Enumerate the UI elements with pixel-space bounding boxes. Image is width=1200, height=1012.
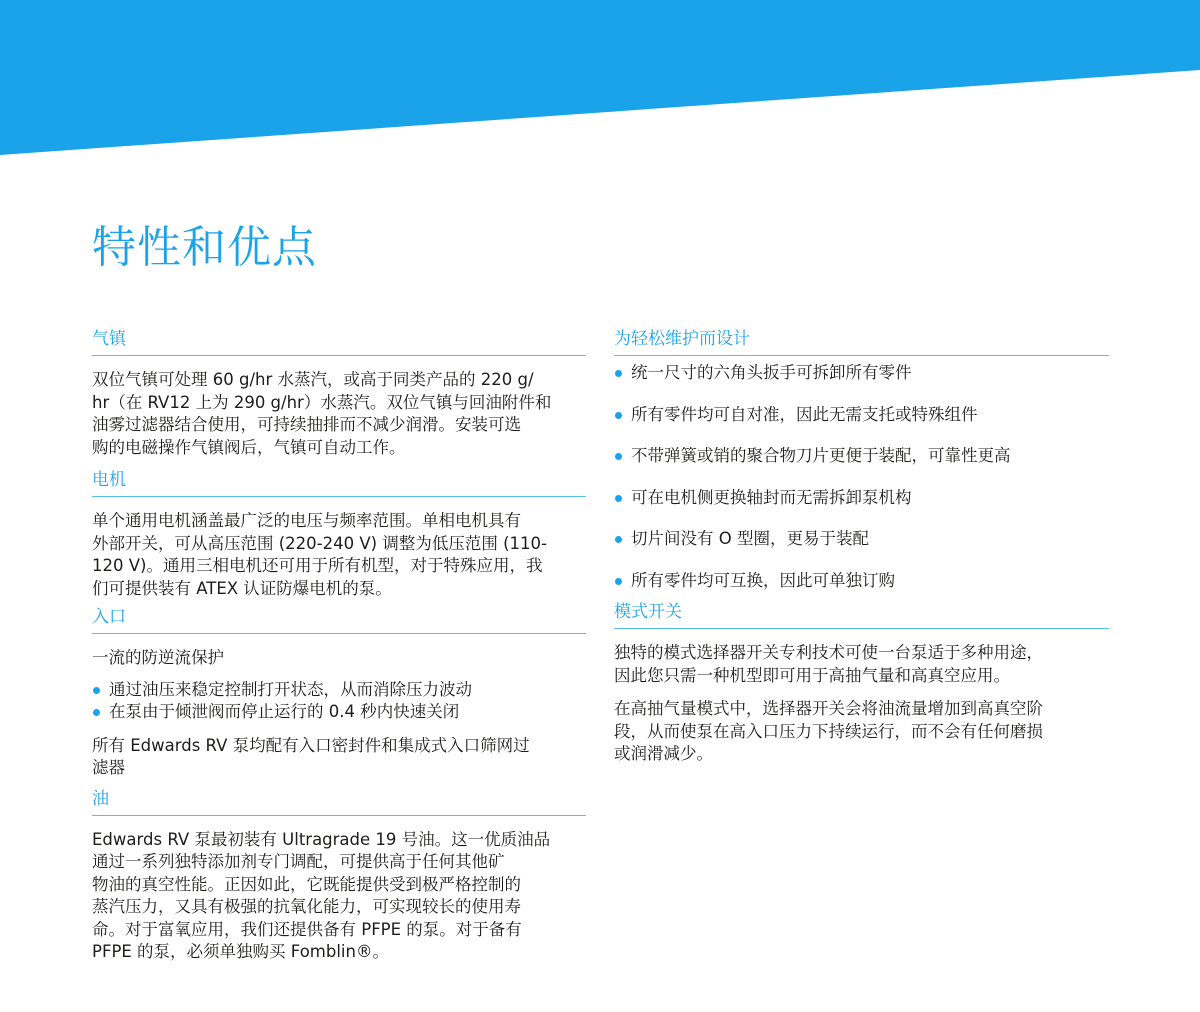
paragraph	[92, 510, 586, 600]
bullet-dot-icon	[615, 370, 622, 377]
text-line: PFPE 的泵，必须单独购买 Fomblin®。	[92, 942, 389, 961]
text-line: 或润滑减少。	[614, 744, 713, 763]
text-line: 单个通用电机涵盖最广泛的电压与频率范围。单相电机具有	[92, 511, 521, 530]
text-line: 通过一系列独特添加剂专门调配，可提供高于任何其他矿	[92, 852, 505, 871]
text-line: 物油的真空性能。正因如此，它既能提供受到极严格控制的	[92, 874, 521, 894]
section-heading: 模式开关	[614, 599, 1109, 629]
list-item: 所有零件均可自对准，因此无需支托或特殊组件	[614, 404, 1109, 427]
text-line: 外部开关，可从高压范围 (220-240 V) 调整为低压范围 (110-	[92, 533, 547, 553]
text-line: 滤器	[92, 758, 125, 777]
left-column	[92, 326, 586, 964]
text-line: 段，从而使泵在高入口压力下持续运行，而不会有任何磨损	[614, 721, 1043, 741]
paragraph	[614, 642, 1109, 687]
list-item: 统一尺寸的六角头扳手可拆卸所有零件	[614, 362, 1109, 385]
paragraph	[614, 698, 1109, 766]
section-gas-ballast	[92, 326, 586, 459]
text-line: 命。对于富氧应用，我们还提供备有 PFPE 的泵。对于备有	[92, 919, 522, 939]
list-item: 所有零件均可互换，因此可单独订购	[614, 570, 1109, 593]
section-heading: 为轻松维护而设计	[614, 326, 1109, 356]
text-line: 所有 Edwards RV 泵均配有入口密封件和集成式入口筛网过	[92, 735, 530, 755]
bullet-dot-icon	[615, 412, 622, 419]
section-motor	[92, 467, 586, 600]
header-banner	[0, 0, 1200, 160]
bullet-dot-icon	[615, 453, 622, 460]
list-item: 可在电机侧更换轴封而无需拆卸泵机构	[614, 487, 1109, 510]
text-line: Edwards RV 泵最初装有 Ultragrade 19 号油。这一优质油品	[92, 829, 551, 849]
text-line: 购的电磁操作气镇阀后，气镇可自动工作。	[92, 437, 406, 457]
bullet-dot-icon	[615, 495, 622, 502]
section-oil	[92, 786, 586, 964]
inlet-intro: 一流的防逆流保护	[92, 648, 224, 667]
text-line: 油雾过滤器结合使用，可持续抽排而不减少润滑。安装可选	[92, 415, 521, 434]
section-maintenance	[614, 326, 1109, 592]
right-column	[614, 326, 1109, 766]
text-line: 们可提供装有 ATEX 认证防爆电机的泵。	[92, 578, 392, 598]
list-item: 不带弹簧或销的聚合物刀片更便于装配，可靠性更高	[614, 445, 1109, 468]
paragraph	[92, 735, 586, 780]
text-line: 在高抽气量模式中，选择器开关会将油流量增加到高真空阶	[614, 699, 1043, 718]
text-line: 因此您只需一种机型即可用于高抽气量和高真空应用。	[614, 665, 1010, 685]
section-heading: 油	[92, 786, 586, 816]
paragraph	[92, 829, 586, 964]
text-line: 120 V)。通用三相电机还可用于所有机型，对于特殊应用，我	[92, 556, 543, 575]
bullet-dot-icon	[615, 578, 622, 585]
section-mode-switch	[614, 599, 1109, 766]
maintenance-bullet-list	[614, 362, 1109, 592]
text-line: 蒸汽压力，又具有极强的抗氧化能力，可实现较长的使用寿	[92, 897, 521, 916]
inlet-bullet-list	[92, 679, 586, 724]
bullet-dot-icon	[93, 687, 100, 694]
text-line: 双位气镇可处理 60 g/hr 水蒸汽，或高于同类产品的 220 g/	[92, 370, 534, 389]
bullet-dot-icon	[93, 709, 100, 716]
list-item: 通过油压来稳定控制打开状态，从而消除压力波动	[92, 679, 586, 702]
paragraph	[92, 369, 586, 459]
list-item: 在泵由于倾泄阀而停止运行的 0.4 秒内快速关闭	[92, 701, 586, 724]
section-heading: 入口	[92, 604, 586, 634]
list-item: 切片间没有 O 型圈，更易于装配	[614, 528, 1109, 551]
page-title: 特性和优点	[92, 222, 317, 273]
section-inlet	[92, 604, 586, 780]
text-line: 独特的模式选择器开关专利技术可使一台泵适于多种用途，	[614, 643, 1043, 662]
text-line: hr（在 RV12 上为 290 g/hr）水蒸汽。双位气镇与回油附件和	[92, 392, 552, 412]
banner-shape	[0, 0, 1200, 155]
bullet-dot-icon	[615, 536, 622, 543]
section-heading: 电机	[92, 467, 586, 497]
section-heading: 气镇	[92, 326, 586, 356]
